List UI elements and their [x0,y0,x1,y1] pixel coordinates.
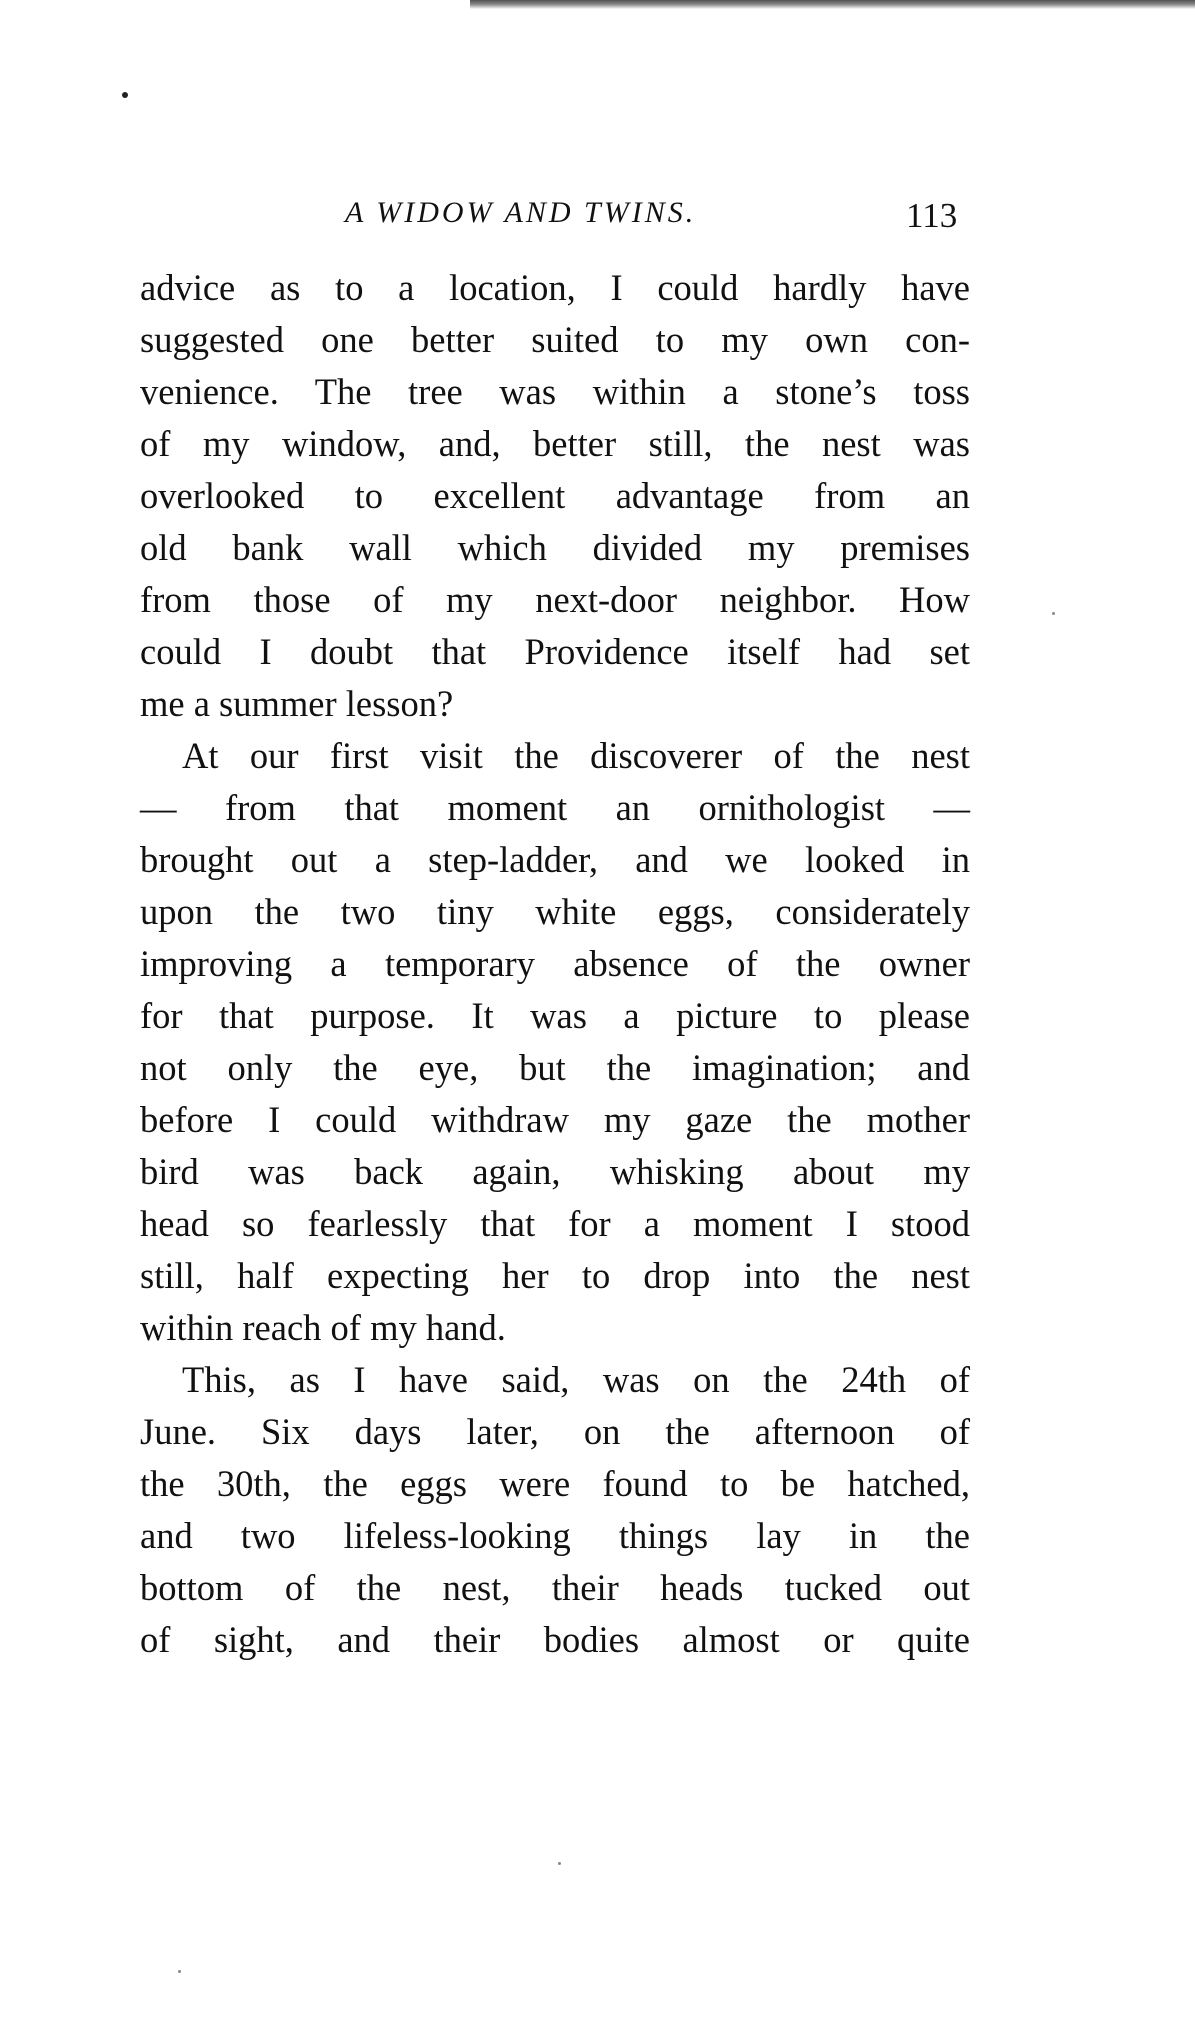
text-line: and two lifeless-looking things lay in the [140,1515,970,1556]
page-edge-shadow [470,0,1195,9]
text-line: within reach of my hand. [140,1307,506,1348]
ink-speck [558,1862,561,1865]
text-line: still, half expecting her to drop into the nest [140,1255,970,1296]
text-line: old bank wall which divided my premises [140,527,970,568]
text-line: June. Six days later, on the afternoon of [140,1411,970,1452]
paragraph [140,730,970,1354]
text-line: brought out a step-ladder, and we looked in [140,839,970,880]
text-line: of my window, and, better still, the nest was [140,423,970,464]
text-line: suggested one better suited to my own con- [140,319,970,360]
running-head: A WIDOW AND TWINS. [345,196,697,229]
text-line: not only the eye, but the imagination; and [140,1047,970,1088]
text-line: — from that moment an ornithologist — [140,787,970,828]
body-text [140,262,970,1666]
ink-speck [122,92,128,98]
text-line: me a summer lesson? [140,683,454,724]
text-line: overlooked to excellent advantage from an [140,475,970,516]
text-line: could I doubt that Providence itself had set [140,631,970,672]
page-number: 113 [906,196,958,235]
text-line: head so fearlessly that for a moment I stood [140,1203,970,1244]
text-line: advice as to a location, I could hardly have [140,267,970,308]
paragraph [140,262,970,730]
text-line: venience. The tree was within a stone’s toss [140,371,970,412]
text-line: improving a temporary absence of the owner [140,943,970,984]
text-line: upon the two tiny white eggs, considerately [140,891,970,932]
text-line: of sight, and their bodies almost or quite [140,1619,970,1660]
text-line: bird was back again, whisking about my [140,1151,970,1192]
text-line: before I could withdraw my gaze the mother [140,1099,970,1140]
text-line: bottom of the nest, their heads tucked out [140,1567,970,1608]
text-line: At our first visit the discoverer of the nest [182,735,970,776]
text-line: the 30th, the eggs were found to be hatched, [140,1463,970,1504]
ink-speck [1052,612,1055,615]
text-line: from those of my next-door neighbor. How [140,579,970,620]
ink-speck [178,1970,181,1973]
text-line: for that purpose. It was a picture to please [140,995,970,1036]
paragraph [140,1354,970,1666]
text-line: This, as I have said, was on the 24th of [182,1359,970,1400]
